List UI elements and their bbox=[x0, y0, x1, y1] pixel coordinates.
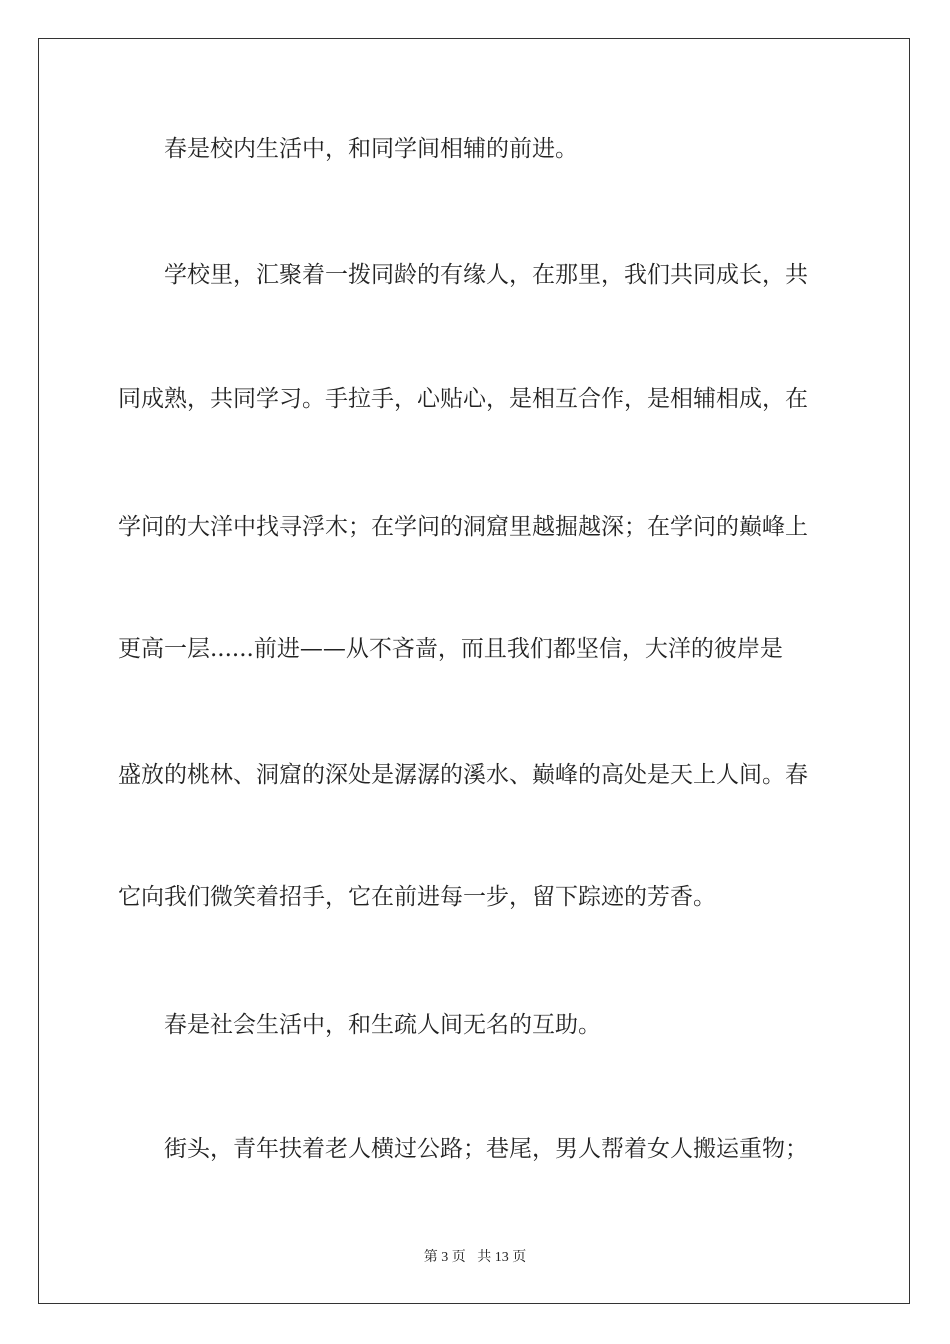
paragraph-2-line-6: 它向我们微笑着招手，它在前进每一步，留下踪迹的芳香。 bbox=[118, 884, 716, 910]
paragraph-2-line-2: 同成熟，共同学习。手拉手，心贴心，是相互合作，是相辅相成，在 bbox=[118, 386, 808, 412]
page-border bbox=[38, 38, 910, 1304]
paragraph-2-line-5: 盛放的桃林、洞窟的深处是潺潺的溪水、巅峰的高处是天上人间。春 bbox=[118, 762, 808, 788]
page-total: 共 13 页 bbox=[477, 1250, 527, 1265]
paragraph-2-line-4: 更高一层......前进——从不吝啬，而且我们都坚信，大洋的彼岸是 bbox=[118, 636, 783, 662]
paragraph-2-line-3: 学问的大洋中找寻浮木；在学问的洞窟里越掘越深；在学问的巅峰上 bbox=[118, 514, 808, 540]
page-number: 第 3 页 bbox=[423, 1250, 466, 1265]
paragraph-1-line-1: 春是校内生活中，和同学间相辅的前进。 bbox=[164, 136, 578, 162]
paragraph-3-line-1: 春是社会生活中，和生疏人间无名的互助。 bbox=[164, 1012, 601, 1038]
paragraph-2-line-1: 学校里，汇聚着一拨同龄的有缘人，在那里，我们共同成长，共 bbox=[164, 262, 808, 288]
page-footer bbox=[0, 1246, 950, 1266]
paragraph-4-line-1: 街头，青年扶着老人横过公路；巷尾，男人帮着女人搬运重物； bbox=[164, 1136, 808, 1162]
